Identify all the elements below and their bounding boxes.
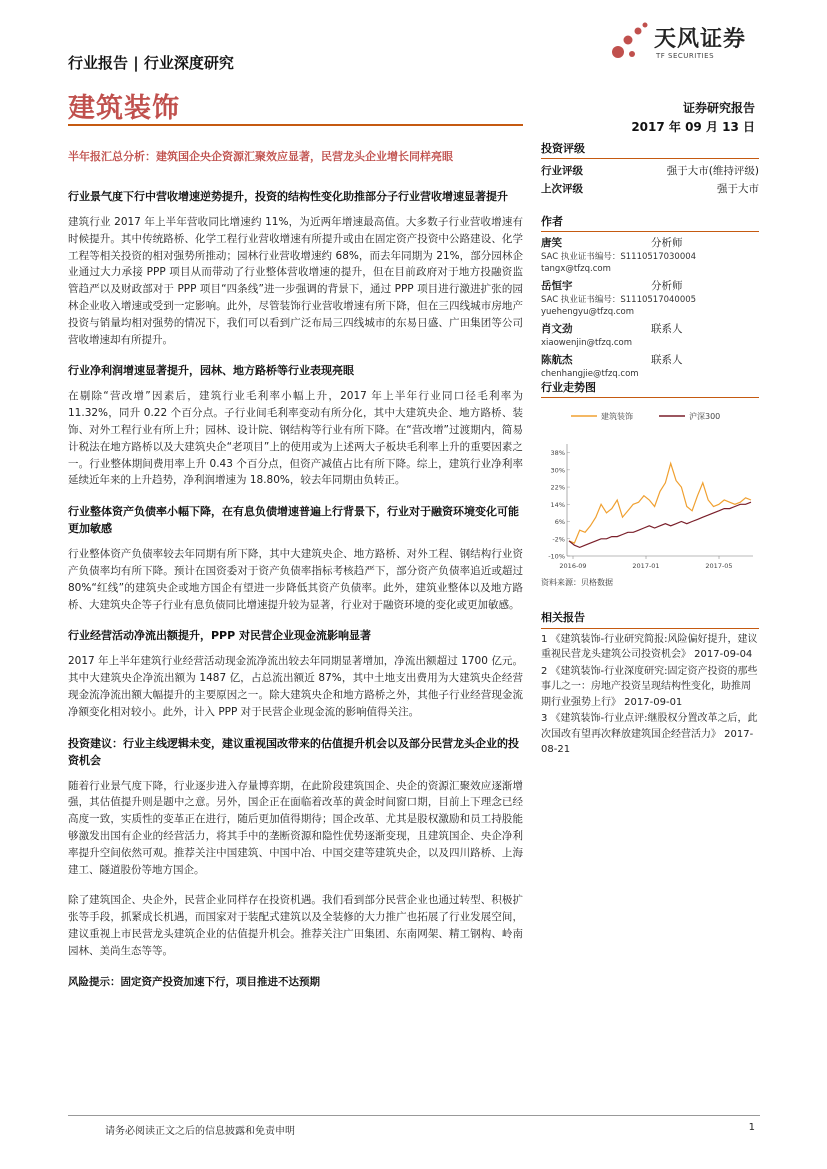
author-email[interactable]: chenhangjie@tfzq.com — [541, 369, 639, 379]
section-heading: 行业净利润增速显著提升，园林、地方路桥等行业表现亮眼 — [68, 364, 354, 378]
rating-title: 投资评级 — [541, 140, 759, 159]
legend-label: 建筑装饰 — [601, 412, 633, 421]
footer-divider — [68, 1115, 760, 1116]
chart-source: 资料来源：贝格数据 — [541, 578, 613, 587]
section-heading: 行业经营活动净流出额提升，PPP 对民营企业现金流影响显著 — [68, 629, 372, 643]
rating-row — [541, 162, 759, 180]
x-tick-label: 2017-01 — [632, 562, 660, 570]
main-body — [68, 188, 523, 990]
author-name: 肖文劲 — [541, 323, 573, 335]
report-kind: 证券研究报告 — [682, 101, 755, 115]
y-tick-label: 30% — [550, 466, 565, 475]
series-line — [569, 463, 751, 543]
y-tick-label: 22% — [550, 483, 565, 492]
rating-value: 强于大市 — [717, 183, 759, 195]
series-line — [569, 502, 751, 547]
section-paragraph: 2017 年上半年建筑行业经营活动现金流净流出较去年同期显著增加，净流出额超过 1700 亿元。其中大建筑央企净流出额为 1487 亿，占总流出额近 87%，其中土地支出费用为大建筑央企经营现金流净流出额大幅提升的主要原因之一。除大建筑央企和地方路桥之外，其他子行业经营现金流净额变化相对较小。此外，计入 PPP 对于民营企业现金流的影响值得关注。 — [68, 655, 523, 718]
y-tick-label: 6% — [554, 518, 565, 527]
author-role: 联系人 — [651, 354, 683, 366]
author-role: 分析师 — [651, 280, 683, 292]
related-report-link[interactable]: 1 《建筑装饰-行业研究简报:风险偏好提升，建议重视民营龙头建筑公司投资机会》 2017-09-04 — [541, 633, 758, 660]
author-name: 岳恒宇 — [541, 280, 573, 292]
author-email[interactable]: xiaowenjin@tfzq.com — [541, 338, 633, 348]
authors-title: 作者 — [541, 213, 759, 232]
section-paragraph: 随着行业景气度下降，行业逐步进入存量博弈期，在此阶段建筑国企、央企的资源汇聚效应逐渐增强，其估值提升则是题中之意。另外，国企正在面临着改革的黄金时间窗口期，目前上下理念已经高度一致，实质性的变革正在进行，随后更加值得期待；国企改革、尤其是股权激励和员工持股能够激发出国有企业的经营活力，将其手中的垄断资源和隐性优势逐渐变现，且建筑国企、央企净利率提升空间依然可观。推荐关注中国建筑、中国中冶、中国交建等建筑央企，以及四川路桥、上海建工、隧道股份等地方国企。 — [68, 779, 523, 876]
page-number: 1 — [748, 1122, 755, 1133]
report-type: 行业报告 | 行业深度研究 — [68, 54, 234, 72]
y-tick-label: -10% — [548, 552, 565, 561]
authors-panel — [541, 213, 759, 380]
x-tick-label: 2017-05 — [705, 562, 733, 570]
author-entry — [541, 279, 759, 318]
rating-value: 强于大市(维持评级) — [666, 165, 759, 177]
author-role: 联系人 — [651, 323, 683, 335]
section-heading: 投资建议：行业主线逻辑未变，建议重视国改带来的估值提升机会以及部分民营龙头企业的投资机会 — [68, 736, 519, 767]
section-heading: 行业整体资产负债率小幅下降，在有息负债增速普遍上行背景下，行业对于融资环境变化可能更加敏感 — [68, 505, 519, 536]
author-entry — [541, 353, 759, 380]
section-heading: 行业景气度下行中营收增速逆势提升，投资的结构性变化助推部分子行业营收增速显著提升 — [68, 190, 508, 203]
header-divider — [68, 124, 523, 126]
trend-chart — [541, 404, 759, 574]
trend-title: 行业走势图 — [541, 379, 759, 398]
author-entry — [541, 236, 759, 275]
author-entry — [541, 322, 759, 349]
x-tick-label: 2016-09 — [559, 562, 587, 570]
disclaimer-note: 请务必阅读正文之后的信息披露和免责申明 — [105, 1126, 295, 1137]
author-role: 分析师 — [651, 237, 683, 249]
author-name: 唐笑 — [541, 237, 562, 249]
author-cert: SAC 执业证书编号：S1110517040005 — [541, 295, 697, 305]
section-paragraph: 行业整体资产负债率较去年同期有所下降，其中大建筑央企、地方路桥、对外工程、钢结构行业资产负债率均有所下降。预计在国资委对于资产负债率指标考核趋严下，部分资产负债率追近或超过 80%“红线”的建筑央企或地方国企有望进一步降低其资产负债率。此外，建筑业整体以及地方路桥、大建筑央企等子行业有息负债同比增速提升较为显著，行业对于融资环境的变化或更加敏感。 — [68, 548, 523, 611]
trend-title-wrap — [541, 379, 759, 398]
legend-label: 沪深300 — [689, 412, 721, 421]
section-paragraph: 建筑行业 2017 年上半年营收同比增速约 11%，为近两年增速最高值。大多数子行业营收增速有时候提升。其中传统路桥、化学工程行业营收增速有所提升或由在固定资产投资中公路建设、化学工程等相关投资的相对强势所推动；园林行业营收增速约 68%，而去年同期为 21%，部分园林企业通过大力承接 PPP 项目从而带动了行业整体营收增速的提升，但在目前政府对于地方投融资监管趋严以及财政部对于 PPP 项目“四条线”进一步强调的背景下，通过 PPP 项目进行激进扩张的园林企业收入增速或受到一定影响。此外，尽管装饰行业营收增速有所下降，但在三四线城市房地产投资与销量均相对强势的情况下，我们可以看到广泛布局三四线城市的东易日盛、广田集团等公司营收增速却有所提升。 — [68, 216, 523, 346]
author-name: 陈航杰 — [541, 354, 573, 366]
related-title: 相关报告 — [541, 610, 759, 629]
y-tick-label: 14% — [550, 500, 565, 509]
related-report-link[interactable]: 3 《建筑装饰-行业点评:继股权分置改革之后，此次国改有望再次释放建筑国企经营活力》 2017-08-21 — [541, 713, 758, 755]
author-email[interactable]: yuehengyu@tfzq.com — [541, 307, 635, 317]
related-reports — [541, 610, 759, 758]
y-tick-label: 38% — [550, 449, 565, 458]
y-tick-label: -2% — [552, 535, 565, 544]
rating-label: 行业评级 — [541, 165, 583, 177]
risk-warning: 风险提示：固定资产投资加速下行，项目推进不达预期 — [68, 975, 320, 988]
report-subtitle: 半年报汇总分析：建筑国企央企资源汇聚效应显著，民营龙头企业增长同样亮眼 — [68, 150, 453, 163]
author-cert: SAC 执业证书编号：S1110517030004 — [541, 252, 697, 262]
logo-mark-icon — [606, 20, 652, 66]
section-paragraph: 在剔除“营改增”因素后，建筑行业毛利率小幅上升，2017 年上半年行业同口径毛利率为 11.32%，同升 0.22 个百分点。子行业间毛利率变动有所分化，其中大建筑央企、地方路桥、装饰、对外工程行业有所上升；园林、设计院、钢结构等行业有所下降。在“营改增”过渡期内，简易计税法在地方路桥以及大建筑央企“老项目”上的使用或为上述两大子板块毛利率上升的重要因素之一。行业整体期间费用率上升 0.43 个百分点，但资产减值占比有所下降。综上，建筑行业净利率延续近年来的上升趋势，净利润增速为 18.80%，较去年同期由负转正。 — [68, 390, 523, 487]
related-report-link[interactable]: 2 《建筑装饰-行业深度研究:固定资产投资的那些事儿之一：房地产投资呈现结构性变化，助推周期行业强势上行》 2017-09-01 — [541, 665, 758, 708]
sector-title: 建筑装饰 — [68, 93, 180, 124]
report-date: 2017 年 09 月 13 日 — [631, 120, 755, 134]
logo-subtitle: TF SECURITIES — [656, 52, 715, 60]
rating-panel — [541, 140, 759, 198]
tf-securities-logo — [606, 18, 776, 72]
logo-name: 天风证券 — [654, 27, 747, 52]
author-email[interactable]: tangx@tfzq.com — [541, 264, 611, 274]
section-paragraph: 除了建筑国企、央企外，民营企业同样存在投资机遇。我们看到部分民营企业也通过转型、积极扩张等手段，抓紧成长机遇，而国家对于装配式建筑以及全装修的大力推广也拓展了行业发展空间，建议重视上市民营龙头建筑企业的估值提升机会。推荐关注广田集团、东南网架、精工钢构、岭南园林、美尚生态等等。 — [68, 894, 523, 957]
rating-label: 上次评级 — [541, 183, 583, 195]
rating-row — [541, 180, 759, 198]
